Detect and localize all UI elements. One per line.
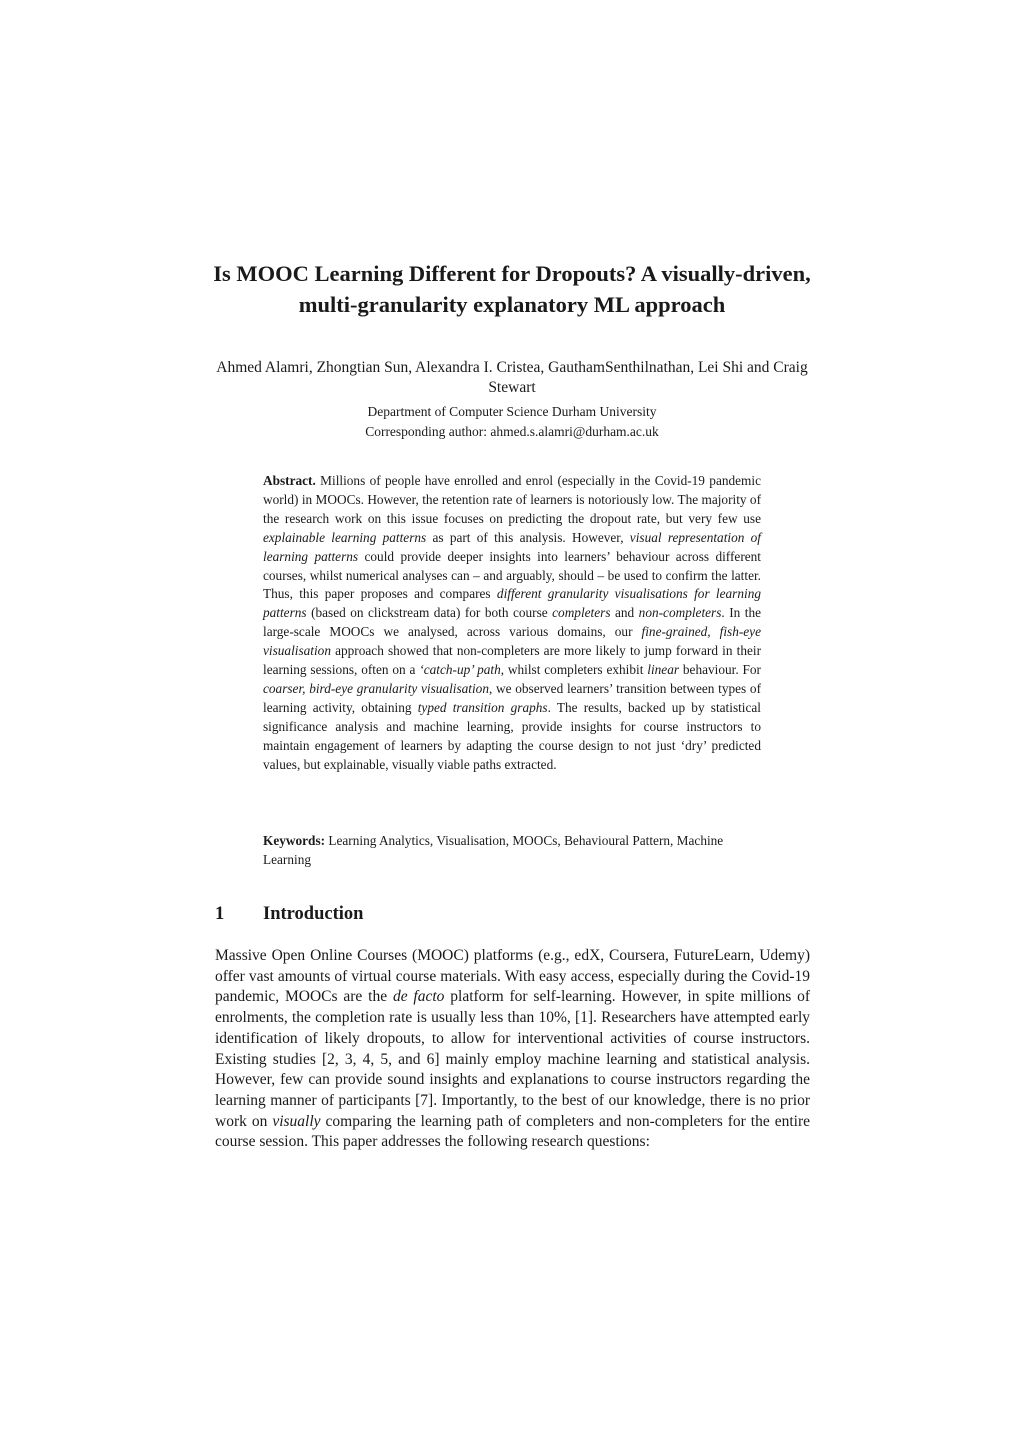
abstract-emphasis: completers	[552, 605, 611, 621]
abstract-text: . In the large-scale MOOCs we analysed, across various domains, our	[263, 605, 761, 640]
affiliation-block	[200, 402, 824, 442]
paper-title: Is MOOC Learning Different for Dropouts? A visually-driven, multi-granularity explanatory ML approach	[213, 261, 811, 317]
abstract	[263, 472, 761, 775]
section-title: Introduction	[263, 904, 364, 924]
abstract-emphasis: typed transition graphs	[417, 699, 548, 715]
section-heading	[215, 902, 809, 926]
abstract-text: . The results, backed up by statistical significance analysis and machine learning, provide insights for course instructors to maintain engagement of learners by adapting the course design to not just ‘dry’ predicted values, but explainable, visually viable paths extracted.	[263, 699, 762, 772]
intro-paragraph	[215, 946, 810, 1153]
abstract-emphasis: fine-grained, fish-eye visualisation	[263, 624, 761, 659]
abstract-text: behaviour. For	[679, 662, 761, 678]
abstract-text: , whilst completers exhibit	[500, 662, 648, 678]
affiliation: Department of Computer Science Durham University	[367, 404, 657, 419]
abstract-text: and	[610, 605, 639, 621]
abstract-text: could provide deeper insights into learners’ behaviour across different courses, whilst numerical analyses can – and arguably, should – be used to confirm the latter. Thus, this paper proposes and compares	[263, 548, 761, 602]
abstract-text: Millions of people have enrolled and enrol (especially in the Covid-19 pandemic world) in MOOCs. However, the retention rate of learners is notoriously low. The majority of the research work on this issue focuses on predicting the dropout rate, but very few use	[263, 473, 761, 526]
intro-emphasis: de facto	[392, 988, 445, 1006]
abstract-emphasis: explainable learning patterns	[263, 529, 427, 545]
abstract-emphasis: different granularity visualisations for learning patterns	[263, 586, 761, 621]
abstract-emphasis: linear	[647, 662, 680, 678]
intro-text: comparing the learning path of completers and non-completers for the entire course session. This paper addresses the following research questions:	[215, 1112, 810, 1151]
intro-emphasis: visually	[272, 1112, 321, 1130]
intro-text: platform for self-learning. However, in spite millions of enrolments, the completion rate is usually less than 10%, [1]. Researchers have attempted early identification of likely dropouts, to allow for interventional activities of course instructors. Existing studies [2, 3, 4, 5, and 6] mainly employ machine learning and statistical analysis. However, few can provide sound insights and explanations to course instructors regarding the learning manner of participants [7]. Importantly, to the best of our knowledge, there is no prior work on	[215, 988, 811, 1130]
abstract-emphasis: non-completers	[638, 605, 722, 621]
keywords-label: Keywords:	[263, 833, 326, 848]
abstract-emphasis: visual representation of learning patterns	[263, 529, 761, 564]
keywords	[263, 832, 761, 870]
abstract-text: (based on clickstream data) for both course	[306, 605, 553, 621]
keywords-text: Learning Analytics, Visualisation, MOOCs, Behavioural Pattern, Machine Learning	[263, 833, 724, 867]
intro-text: Massive Open Online Courses (MOOC) platforms (e.g., edX, Coursera, FutureLearn, Udemy) offer vast amounts of virtual course materials. With easy access, especially during the Covid-19 pandemic, MOOCs are the	[215, 947, 810, 1006]
author-list: Ahmed Alamri, Zhongtian Sun, Alexandra I. Cristea, GauthamSenthilnathan, Lei Shi and Craig Stewart	[216, 359, 808, 396]
abstract-emphasis: ‘catch-up’ path	[419, 662, 501, 678]
abstract-emphasis: coarser, bird-eye granularity visualisation	[263, 680, 489, 696]
abstract-label: Abstract.	[263, 473, 316, 488]
corresponding-author: Corresponding author: ahmed.s.alamri@durham.ac.uk	[365, 424, 659, 439]
abstract-text: as part of this analysis. However,	[426, 529, 630, 545]
abstract-text: approach showed that non-completers are more likely to jump forward in their learning sessions, often on a	[263, 643, 761, 678]
section-number: 1	[215, 904, 225, 924]
abstract-text: , we observed learners’ transition between types of learning activity, obtaining	[263, 680, 761, 715]
